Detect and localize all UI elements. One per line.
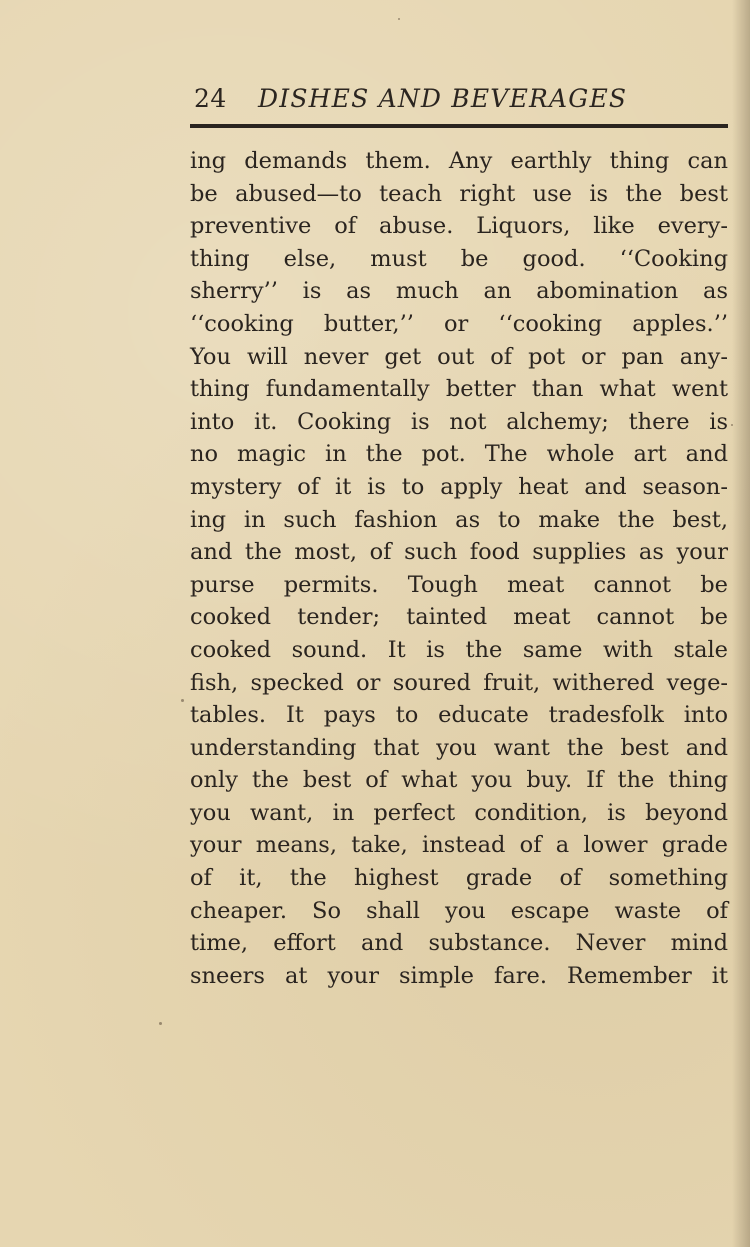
text-line: ing in such fashion as to make the best,: [190, 506, 728, 533]
text-line: sneers at your simple fare. Remember it: [190, 962, 728, 989]
text-line: only the best of what you buy. If the thing: [190, 767, 728, 794]
text-line: You will never get out of pot or pan any-: [190, 343, 728, 370]
text-line: understanding that you want the best and: [190, 734, 728, 761]
text-line: of it, the highest grade of something: [190, 865, 728, 892]
text-line: you want, in perfect condition, is beyond: [190, 799, 728, 826]
page-header: [190, 84, 730, 124]
running-head: DISHES AND BEVERAGES: [258, 84, 628, 113]
text-line: thing fundamentally better than what went: [190, 376, 728, 403]
paper-speck: [181, 699, 184, 702]
text-line: ‘‘cooking butter,’’ or ‘‘cooking apples.’’: [190, 310, 728, 337]
text-line: no magic in the pot. The whole art and: [190, 441, 728, 468]
text-line: preventive of abuse. Liquors, like every-: [190, 213, 728, 240]
text-line: be abused—to teach right use is the best: [190, 180, 728, 207]
text-line: thing else, must be good. ‘‘Cooking: [190, 245, 728, 272]
text-line: ing demands them. Any earthly thing can: [190, 148, 728, 174]
text-line: time, effort and substance. Never mind: [190, 930, 728, 957]
text-line: purse permits. Tough meat cannot be: [190, 571, 728, 598]
text-line: fish, specked or soured fruit, withered vege-: [190, 669, 728, 696]
text-line: and the most, of such food supplies as your: [190, 539, 728, 566]
text-line: into it. Cooking is not alchemy; there is: [190, 408, 728, 435]
text-line: tables. It pays to educate tradesfolk into: [190, 702, 728, 729]
page-number: 24: [194, 84, 227, 113]
paper-speck: [159, 1022, 162, 1025]
page-edge-shadow: [732, 0, 750, 1247]
paper-speck: [398, 18, 400, 20]
text-line: cooked sound. It is the same with stale: [190, 636, 728, 663]
body-text: [190, 145, 728, 992]
text-line: mystery of it is to apply heat and season-: [190, 473, 728, 500]
text-line: your means, take, instead of a lower grade: [190, 832, 728, 859]
header-rule: [190, 124, 728, 128]
text-line: cheaper. So shall you escape waste of: [190, 897, 728, 924]
paper-speck: [731, 424, 733, 426]
text-line: sherry’’ is as much an abomination as: [190, 278, 728, 305]
text-line: cooked tender; tainted meat cannot be: [190, 604, 728, 631]
